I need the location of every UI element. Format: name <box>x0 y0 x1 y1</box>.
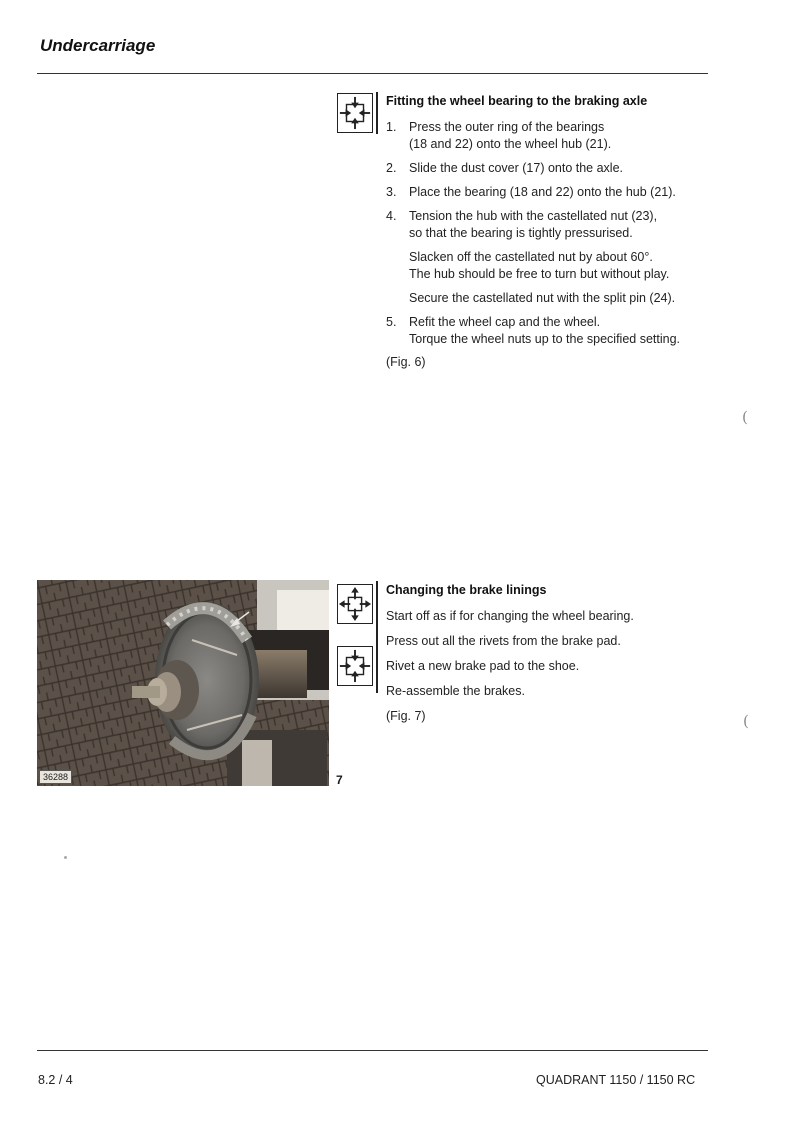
list-item <box>386 208 716 307</box>
section-heading-brake-linings: Changing the brake linings <box>386 583 547 597</box>
paragraph-line: Rivet a new brake pad to the shoe. <box>386 659 580 673</box>
margin-mark: ( <box>743 712 749 730</box>
paragraph-line: Press out all the rivets from the brake pad. <box>386 634 621 648</box>
step-text: (18 and 22) onto the wheel hub (21). <box>409 137 612 151</box>
figure-reference: (Fig. 6) <box>386 355 426 369</box>
list-item <box>386 119 716 153</box>
remove-outward-arrows-icon <box>337 584 373 624</box>
step-number: 2. <box>386 161 397 175</box>
figure-reference: (Fig. 7) <box>386 709 426 723</box>
step-subparagraph <box>409 290 716 307</box>
brake-linings-text <box>386 608 716 733</box>
step-text: Refit the wheel cap and the wheel. <box>409 315 601 329</box>
step-text: The hub should be free to turn but without play. <box>409 267 670 281</box>
section-heading-wheel-bearing: Fitting the wheel bearing to the braking axle <box>386 94 648 108</box>
step-text: Tension the hub with the castellated nut (23), <box>409 209 658 223</box>
step-text: Press the outer ring of the bearings <box>409 120 605 134</box>
step-number: 3. <box>386 185 397 199</box>
paragraph-line: Re-assemble the brakes. <box>386 684 525 698</box>
step-text: Place the bearing (18 and 22) onto the hub (21). <box>409 185 676 199</box>
step-number: 1. <box>386 120 397 134</box>
fit-inward-arrows-icon <box>337 93 373 133</box>
page-number: 8.2 / 4 <box>38 1073 73 1087</box>
photo-code: 36288 <box>39 770 72 784</box>
symbol-divider <box>376 92 378 134</box>
fit-inward-arrows-icon <box>337 646 373 686</box>
margin-mark: ( <box>742 408 748 426</box>
footer-rule <box>37 1050 708 1051</box>
step-text: Slacken off the castellated nut by about 60°. <box>409 250 653 264</box>
list-item <box>386 160 716 177</box>
step-text: Torque the wheel nuts up to the specified setting. <box>409 332 681 346</box>
section-title: Undercarriage <box>40 36 156 55</box>
wheel-bearing-steps <box>386 119 716 355</box>
list-item <box>386 314 716 348</box>
list-item <box>386 184 716 201</box>
symbol-divider <box>376 581 378 693</box>
scan-speck <box>64 856 67 859</box>
paragraph-line: Start off as if for changing the wheel bearing. <box>386 609 634 623</box>
header-rule <box>37 73 708 74</box>
step-text: so that the bearing is tightly pressurised. <box>409 226 633 240</box>
step-text: Slide the dust cover (17) onto the axle. <box>409 161 624 175</box>
figure-number: 7 <box>336 773 343 787</box>
model-name: QUADRANT 1150 / 1150 RC <box>536 1073 696 1087</box>
brake-assembly-photo <box>37 580 329 786</box>
step-number: 4. <box>386 209 397 223</box>
step-number: 5. <box>386 315 397 329</box>
step-subparagraph <box>409 249 716 283</box>
step-text: Secure the castellated nut with the split pin (24). <box>409 291 676 305</box>
